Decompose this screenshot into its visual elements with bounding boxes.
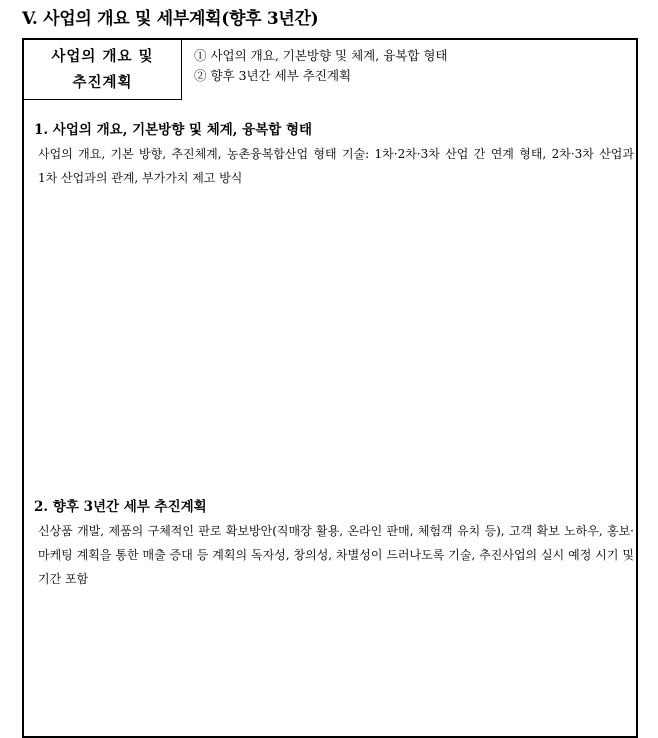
summary-label-line1: 사업의 개요 및	[51, 47, 154, 65]
section-overview	[34, 120, 634, 190]
section-heading: 2. 향후 3년간 세부 추진계획	[34, 499, 207, 515]
section-guidance-text: 사업의 개요, 기본 방향, 추진체계, 농촌융복합산업 형태 기술: 1차·2차·3차 산업 간 연계 형태, 2차·3차 산업과 1차 산업과의 관계, 부가가치 제고 방식	[38, 147, 634, 185]
summary-items	[194, 46, 448, 86]
page-title: V. 사업의 개요 및 세부계획(향후 3년간)	[22, 9, 319, 29]
section-plan	[34, 497, 634, 591]
summary-item: ② 향후 3년간 세부 추진계획	[194, 68, 352, 83]
form-frame	[22, 38, 638, 738]
section-heading: 1. 사업의 개요, 기본방향 및 체계, 융복합 형태	[34, 122, 313, 138]
section-guidance-text: 신상품 개발, 제품의 구체적인 판로 확보방안(직매장 활용, 온라인 판매, 체험객 유치 등), 고객 확보 노하우, 홍보·마케팅 계획을 통한 매출 증대 등 계획의 독자성, 창의성, 차별성이 드러나도록 기술, 추진사업의 실시 예정 시기 및 기간 포함	[38, 524, 634, 586]
summary-label-cell	[24, 40, 182, 100]
summary-label-line2: 추진계획	[72, 73, 133, 91]
summary-item: ① 사업의 개요, 기본방향 및 체계, 융복합 형태	[194, 48, 448, 63]
